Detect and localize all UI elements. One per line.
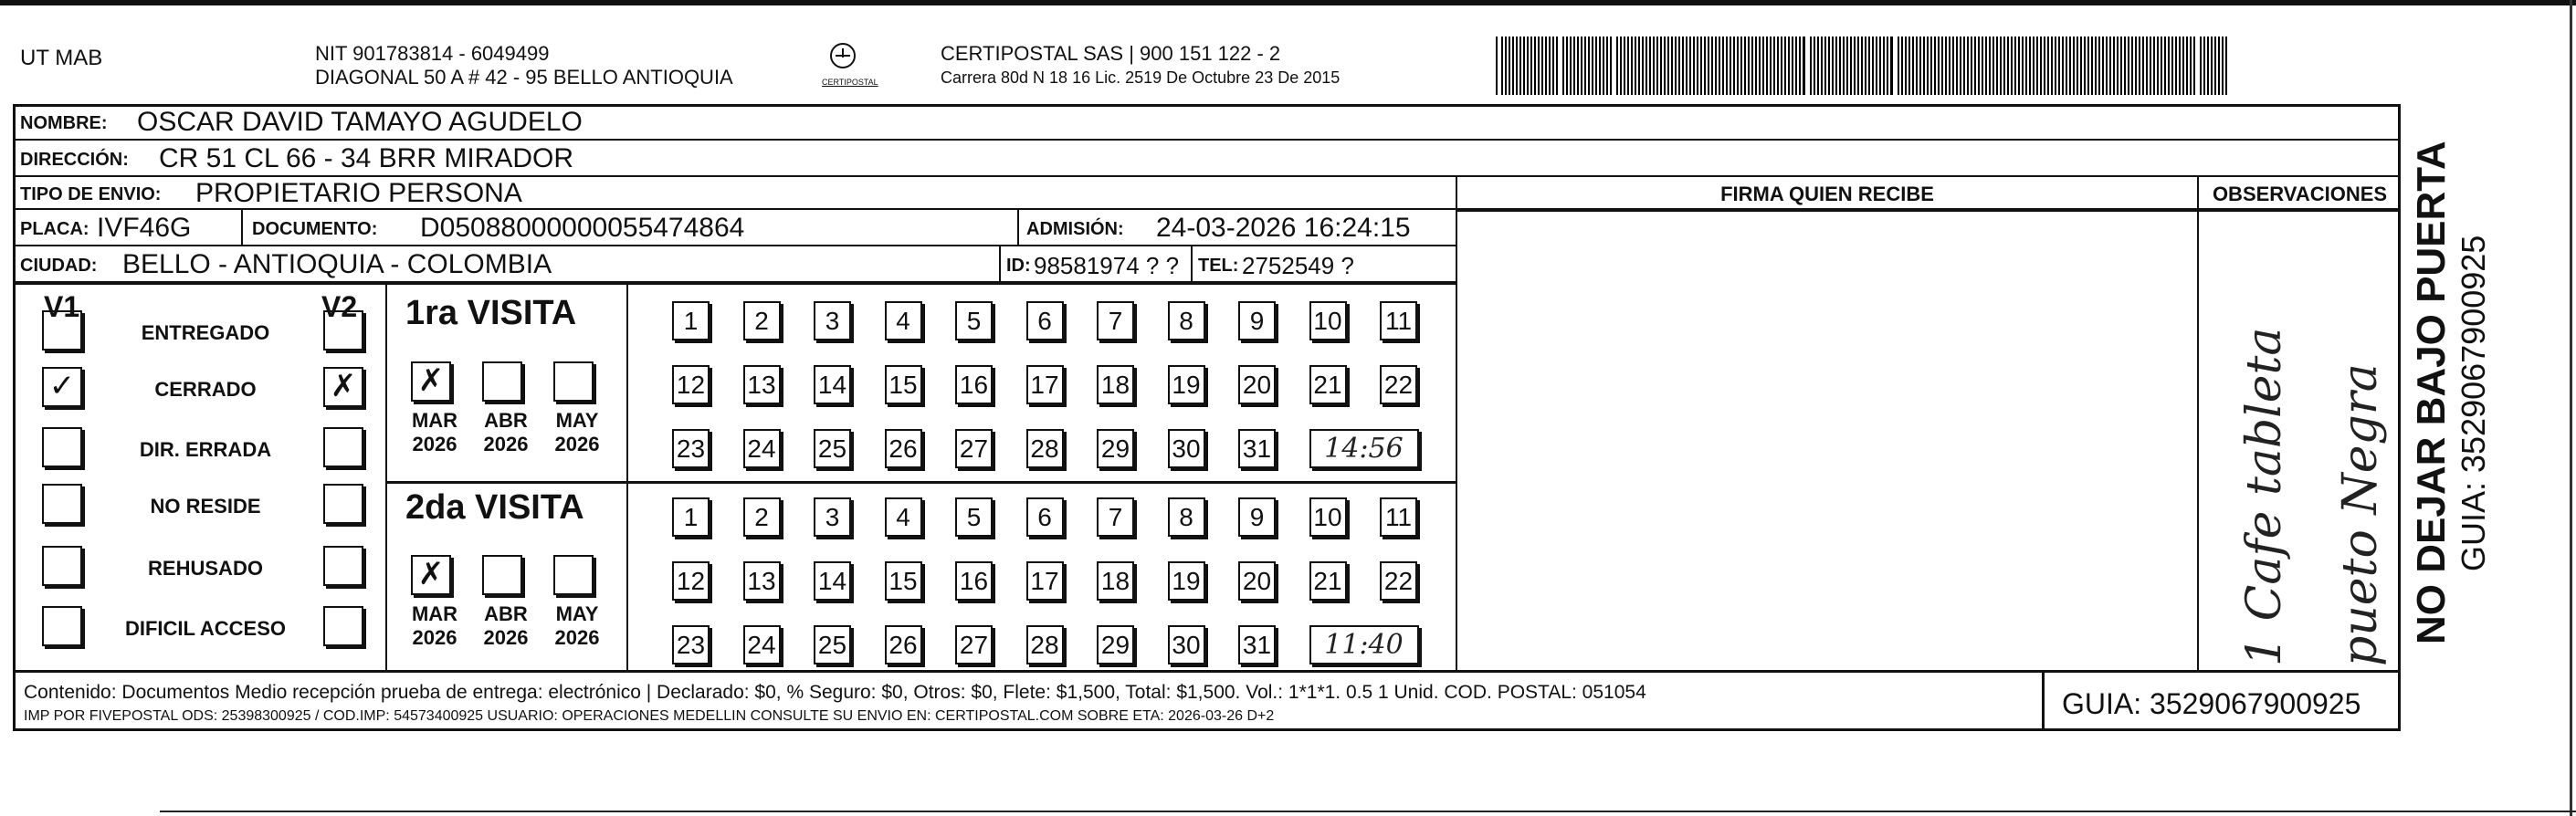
month-checkbox[interactable] xyxy=(553,361,594,402)
day-box[interactable]: 12 xyxy=(672,365,710,404)
certi-title: CERTIPOSTAL SAS | 900 151 122 - 2 xyxy=(941,42,1281,65)
day-box[interactable]: 17 xyxy=(1026,561,1064,601)
nombre-value: OSCAR DAVID TAMAYO AGUDELO xyxy=(137,107,583,137)
side-guia: GUIA: 3529067900925 xyxy=(2455,235,2492,571)
ciudad-value: BELLO - ANTIOQUIA - COLOMBIA xyxy=(122,249,552,279)
day-box[interactable]: 27 xyxy=(955,429,993,468)
day-box[interactable]: 17 xyxy=(1026,365,1064,404)
right-edge xyxy=(2570,0,2572,816)
day-box[interactable]: 11 xyxy=(1380,497,1417,537)
day-box[interactable]: 1 xyxy=(672,497,710,537)
day-box[interactable]: 23 xyxy=(672,429,710,468)
status-v2-checkbox[interactable] xyxy=(323,427,363,467)
status-v2-checkbox[interactable] xyxy=(323,310,363,350)
day-box[interactable]: 6 xyxy=(1026,497,1064,537)
observaciones-header: OBSERVACIONES xyxy=(2212,183,2388,205)
day-box[interactable]: 7 xyxy=(1097,497,1134,537)
status-v2-checkbox[interactable] xyxy=(323,546,363,586)
day-box[interactable]: 19 xyxy=(1168,365,1205,404)
day-box[interactable]: 24 xyxy=(743,429,781,468)
company-name: UT MAB xyxy=(20,46,103,70)
row-direccion: DIRECCIÓN: CR 51 CL 66 - 34 BRR MIRADOR xyxy=(13,141,2401,177)
month-label: MAR 2026 xyxy=(411,409,458,455)
tipo-value: PROPIETARIO PERSONA xyxy=(195,178,522,208)
firma-divider xyxy=(1456,177,1457,673)
day-box[interactable]: 3 xyxy=(814,301,851,340)
day-box[interactable]: 18 xyxy=(1097,561,1134,601)
day-box[interactable]: 26 xyxy=(885,625,922,664)
month-label: MAR 2026 xyxy=(411,602,458,649)
month-label: ABR 2026 xyxy=(483,602,529,649)
tel-value: 2752549 ? xyxy=(1242,252,1354,279)
month-checkbox[interactable] xyxy=(482,361,522,402)
day-box[interactable]: 20 xyxy=(1238,365,1276,404)
day-box[interactable]: 7 xyxy=(1097,301,1134,340)
day-box[interactable]: 10 xyxy=(1309,497,1347,537)
footer-guia: GUIA: 3529067900925 xyxy=(2062,687,2361,720)
direccion-value: CR 51 CL 66 - 34 BRR MIRADOR xyxy=(159,143,574,173)
day-box[interactable]: 30 xyxy=(1168,429,1205,468)
address-text: DIAGONAL 50 A # 42 - 95 BELLO ANTIOQUIA xyxy=(315,66,733,89)
day-box[interactable]: 11 xyxy=(1380,301,1417,340)
day-box[interactable]: 2 xyxy=(743,301,781,340)
day-box[interactable]: 14 xyxy=(814,365,851,404)
day-box[interactable]: 29 xyxy=(1097,429,1134,468)
month-checkbox[interactable]: ✗ xyxy=(411,555,451,595)
bottom-line xyxy=(160,811,2576,812)
day-box[interactable]: 12 xyxy=(672,561,710,601)
day-box[interactable]: 22 xyxy=(1380,561,1417,601)
day-box[interactable]: 3 xyxy=(814,497,851,537)
day-box[interactable]: 19 xyxy=(1168,561,1205,601)
day-box[interactable]: 30 xyxy=(1168,625,1205,664)
status-v1-checkbox[interactable] xyxy=(42,546,82,586)
day-box[interactable]: 18 xyxy=(1097,365,1134,404)
v1-label: V1 xyxy=(44,290,80,323)
day-box[interactable]: 9 xyxy=(1238,497,1276,537)
day-box[interactable]: 15 xyxy=(885,561,922,601)
day-box[interactable]: 22 xyxy=(1380,365,1417,404)
barcode xyxy=(1496,37,2226,95)
status-label: REHUSADO xyxy=(148,557,263,580)
visit-time[interactable]: 14:56 xyxy=(1309,429,1419,468)
month-label: ABR 2026 xyxy=(483,409,529,455)
top-border xyxy=(0,0,2576,5)
day-box[interactable]: 25 xyxy=(814,625,851,664)
day-box[interactable]: 15 xyxy=(885,365,922,404)
status-v1-checkbox[interactable]: ✓ xyxy=(42,367,82,407)
obs-hand-2: pueto Negra xyxy=(2333,363,2388,666)
obs-hand-1: 1 Cafe tableta xyxy=(2237,327,2292,666)
day-box[interactable]: 2 xyxy=(743,497,781,537)
visita1-title: 1ra VISITA xyxy=(405,294,577,332)
id-value: 98581974 ? ? xyxy=(1034,252,1180,279)
day-box[interactable]: 16 xyxy=(955,365,993,404)
day-box[interactable]: 26 xyxy=(885,429,922,468)
day-box[interactable]: 13 xyxy=(743,365,781,404)
day-box[interactable]: 21 xyxy=(1309,561,1347,601)
day-box[interactable]: 13 xyxy=(743,561,781,601)
day-box[interactable]: 8 xyxy=(1168,301,1205,340)
status-v1-checkbox[interactable] xyxy=(42,427,82,467)
status-v2-checkbox[interactable]: ✗ xyxy=(323,367,363,407)
certipostal-logo: CERTIPOSTAL xyxy=(822,40,864,91)
visit-time[interactable]: 11:40 xyxy=(1309,625,1419,664)
day-box[interactable]: 14 xyxy=(814,561,851,601)
day-box[interactable]: 4 xyxy=(885,301,922,340)
day-box[interactable]: 5 xyxy=(955,301,993,340)
day-box[interactable]: 27 xyxy=(955,625,993,664)
obs-divider xyxy=(2197,177,2199,673)
status-v1-checkbox[interactable] xyxy=(42,484,82,524)
row-nombre: NOMBRE: OSCAR DAVID TAMAYO AGUDELO xyxy=(13,104,2401,141)
day-box[interactable]: 5 xyxy=(955,497,993,537)
day-box[interactable]: 31 xyxy=(1238,625,1276,664)
day-box[interactable]: 21 xyxy=(1309,365,1347,404)
status-v2-checkbox[interactable] xyxy=(323,606,363,646)
status-label: DIR. ERRADA xyxy=(139,438,272,461)
day-box[interactable]: 28 xyxy=(1026,429,1064,468)
footer-line2: IMP POR FIVEPOSTAL ODS: 25398300925 / COD.IMP: 54573400925 USUARIO: OPERACIONES MEDELLIN CONSULTE SU ENVIO EN: CERTIPOSTAL.COM SOBRE ETA: 2026-03-26 D+2 xyxy=(24,708,1275,724)
day-box[interactable]: 9 xyxy=(1238,301,1276,340)
v2-label: V2 xyxy=(321,290,358,323)
day-box[interactable]: 1 xyxy=(672,301,710,340)
day-box[interactable]: 4 xyxy=(885,497,922,537)
month-checkbox[interactable] xyxy=(553,555,594,595)
day-box[interactable]: 28 xyxy=(1026,625,1064,664)
day-box[interactable]: 8 xyxy=(1168,497,1205,537)
firma-header: FIRMA QUIEN RECIBE xyxy=(1720,183,1934,205)
row-tipo: TIPO DE ENVIO: PROPIETARIO PERSONA xyxy=(13,177,2401,210)
admision-value: 24-03-2026 16:24:15 xyxy=(1156,213,1411,243)
certi-sub: Carrera 80d N 18 16 Lic. 2519 De Octubre 23 De 2015 xyxy=(941,68,1341,87)
day-box[interactable]: 6 xyxy=(1026,301,1064,340)
day-box[interactable]: 16 xyxy=(955,561,993,601)
row-placa: PLACA: IVF46G DOCUMENTO: D05088000000055474864 ADMISIÓN: 24-03-2026 16:24:15 xyxy=(13,210,1456,246)
day-box[interactable]: 29 xyxy=(1097,625,1134,664)
status-label: NO RESIDE xyxy=(150,495,261,518)
status-v2-checkbox[interactable] xyxy=(323,484,363,524)
day-box[interactable]: 23 xyxy=(672,625,710,664)
month-checkbox[interactable] xyxy=(482,555,522,595)
day-box[interactable]: 31 xyxy=(1238,429,1276,468)
status-label: DIFICIL ACCESO xyxy=(124,617,286,640)
status-label: ENTREGADO xyxy=(141,321,270,344)
month-checkbox[interactable]: ✗ xyxy=(411,361,451,402)
status-v1-checkbox[interactable] xyxy=(42,606,82,646)
month-label: MAY 2026 xyxy=(554,602,600,649)
row-ciudad: CIUDAD: BELLO - ANTIOQUIA - COLOMBIA ID: 98581974 ? ? TEL: 2752549 ? xyxy=(13,246,1456,283)
day-box[interactable]: 20 xyxy=(1238,561,1276,601)
status-v1-checkbox[interactable] xyxy=(42,310,82,350)
footer-line1: Contenido: Documentos Medio recepción prueba de entrega: electrónico | Declarado: $0, % Seguro: $0, Otros: $0, Flete: $1,500, Total: $1,500. Vol.: 1*1*1. 0.5 1 Unid. COD. POSTAL: 051054 xyxy=(24,682,1646,703)
day-box[interactable]: 24 xyxy=(743,625,781,664)
visita2-title: 2da VISITA xyxy=(405,488,584,527)
status-label: CERRADO xyxy=(154,378,257,401)
placa-value: IVF46G xyxy=(97,213,192,243)
day-box[interactable]: 10 xyxy=(1309,301,1347,340)
day-box[interactable]: 25 xyxy=(814,429,851,468)
side-no-dejar: NO DEJAR BAJO PUERTA xyxy=(2409,141,2454,644)
nit-text: NIT 901783814 - 6049499 xyxy=(315,42,550,65)
documento-value: D05088000000055474864 xyxy=(420,213,745,243)
month-label: MAY 2026 xyxy=(554,409,600,455)
